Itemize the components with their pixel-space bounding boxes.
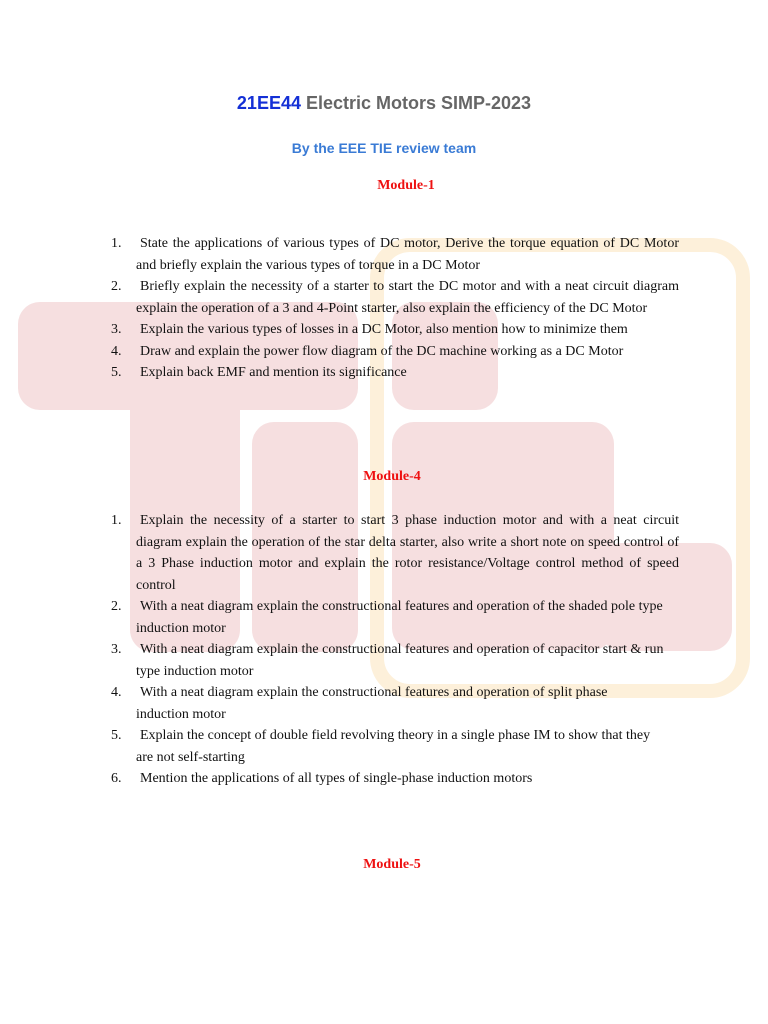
question-item	[111, 725, 679, 768]
question-number: 2.	[111, 599, 122, 614]
question-number: 3.	[111, 642, 122, 657]
page-subtitle: By the EEE TIE review team	[291, 140, 477, 156]
question-number: 5.	[111, 728, 122, 743]
question-item	[111, 233, 679, 276]
question-text: State the applications of various types of DC motor, Derive the torque equation of DC Motor and briefly explain the various types of torque in a DC Motor	[136, 236, 679, 273]
question-text: With a neat diagram explain the constructional features and operation of split phase induction motor	[136, 685, 608, 722]
question-text: Explain back EMF and mention its significance	[140, 365, 407, 380]
question-number: 4.	[111, 343, 122, 359]
question-item	[111, 768, 679, 790]
question-item	[111, 510, 679, 596]
question-item	[111, 319, 679, 341]
question-text: Explain the various types of losses in a DC Motor, also mention how to minimize them	[140, 322, 628, 337]
question-text: Explain the concept of double field revolving theory in a single phase IM to show that they are not self-starting	[136, 728, 651, 765]
question-number: 4.	[111, 685, 122, 700]
question-item	[111, 639, 679, 682]
course-title: Electric Motors SIMP-2023	[300, 93, 532, 113]
question-text: Mention the applications of all types of single-phase induction motors	[140, 771, 533, 786]
question-item	[111, 682, 679, 725]
question-number: 6.	[111, 771, 122, 786]
module-heading: Module-4	[363, 469, 421, 484]
question-list	[111, 233, 679, 384]
page-title	[0, 90, 768, 116]
question-item	[111, 276, 679, 319]
question-number: 5.	[111, 365, 122, 380]
question-text: Draw and explain the power flow diagram of the DC machine working as a DC Motor	[140, 343, 624, 359]
question-text: With a neat diagram explain the constructional features and operation of the shaded pole type induction motor	[136, 599, 663, 636]
question-item	[111, 341, 679, 363]
question-number: 2.	[111, 279, 122, 294]
question-number: 3.	[111, 322, 122, 337]
module-heading: Module-5	[363, 857, 421, 872]
course-code: 21EE44	[236, 93, 301, 113]
question-number: 1.	[111, 236, 122, 251]
module-heading: Module-1	[377, 178, 435, 193]
question-number: 1.	[111, 513, 122, 528]
question-list	[111, 510, 679, 790]
question-item	[111, 596, 679, 639]
question-item	[111, 362, 679, 384]
question-text: Briefly explain the necessity of a starter to start the DC motor and with a neat circuit diagram explain the operation of a 3 and 4-Point starter, also explain the efficiency of the DC Motor	[136, 279, 679, 316]
question-text: Explain the necessity of a starter to start 3 phase induction motor and with a neat circuit diagram explain the operation of the star delta starter, also write a short note on speed control of a 3 Phase induction motor and explain the rotor resistance/Voltage control method of speed control	[136, 513, 679, 593]
question-text: With a neat diagram explain the constructional features and operation of capacitor start & run type induction motor	[136, 642, 664, 679]
